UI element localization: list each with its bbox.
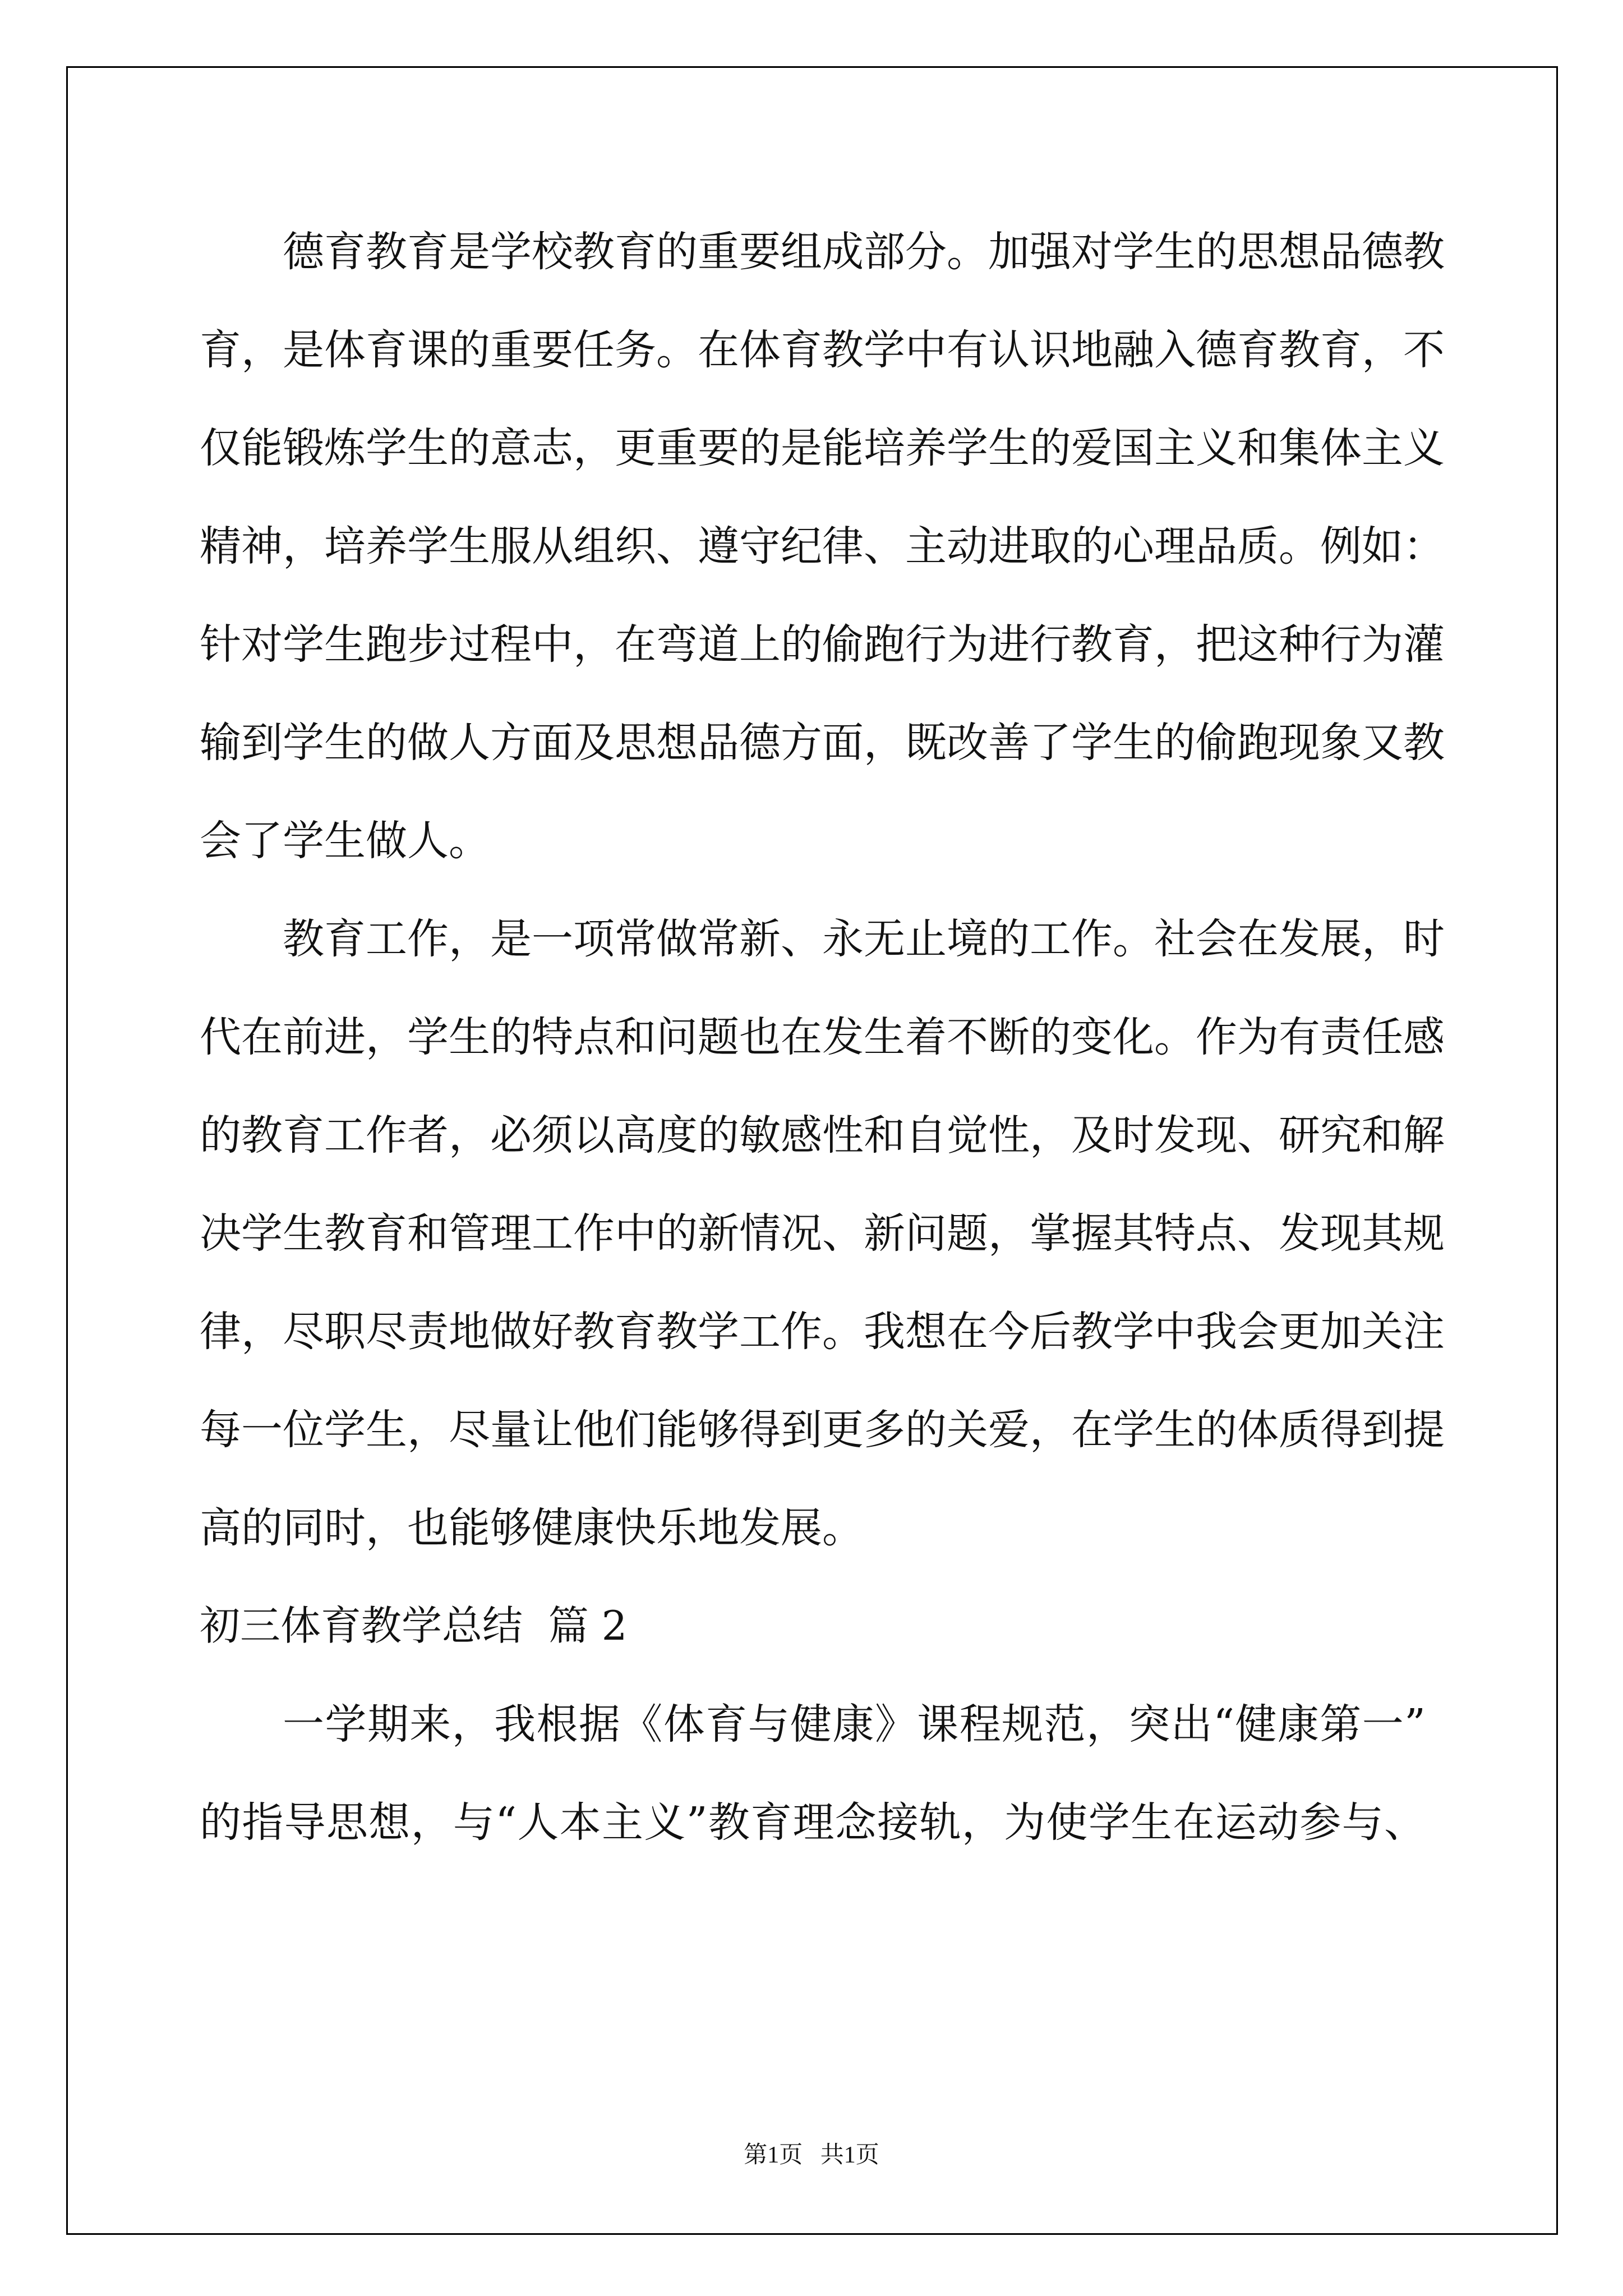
paragraph-1-line-2: 育，是体育课的重要任务。在体育教学中有认识地融入德育教育，不 <box>200 326 1445 374</box>
paragraph-1-line-4: 精神，培养学生服从组织、遵守纪律、主动进取的心理品质。例如： <box>200 522 1445 570</box>
section-heading: 初三体育教学总结 篇 2 <box>200 1602 628 1649</box>
paragraph-3-line-2: 的指导思想，与“人本主义”教育理念接轨，为使学生在运动参与、 <box>200 1798 1426 1847</box>
paragraph-2-line-5: 律，尽职尽责地做好教育教学工作。我想在今后教学中我会更加关注 <box>200 1308 1445 1356</box>
paragraph-2-line-3: 的教育工作者，必须以高度的敏感性和自觉性，及时发现、研究和解 <box>200 1111 1445 1159</box>
paragraph-1-line-5: 针对学生跑步过程中，在弯道上的偷跑行为进行教育，把这种行为灌 <box>200 620 1445 669</box>
page-footer: 第1页 共1页 <box>744 2142 879 2168</box>
paragraph-2-line-6: 每一位学生，尽量让他们能够得到更多的关爱，在学生的体质得到提 <box>200 1406 1445 1454</box>
paragraph-1-line-7: 会了学生做人。 <box>200 817 490 865</box>
paragraph-1-line-6: 输到学生的做人方面及思想品德方面，既改善了学生的偷跑现象又教 <box>200 719 1445 767</box>
paragraph-2-line-1: 教育工作，是一项常做常新、永无止境的工作。社会在发展，时 <box>283 915 1445 963</box>
paragraph-2-line-2: 代在前进，学生的特点和问题也在发生着不断的变化。作为有责任感 <box>200 1013 1445 1061</box>
paragraph-2-line-7: 高的同时，也能够健康快乐地发展。 <box>200 1504 864 1552</box>
paragraph-1-line-1: 德育教育是学校教育的重要组成部分。加强对学生的思想品德教 <box>283 228 1445 276</box>
paragraph-1-line-3: 仅能锻炼学生的意志，更重要的是能培养学生的爱国主义和集体主义 <box>200 424 1445 472</box>
paragraph-2-line-4: 决学生教育和管理工作中的新情况、新问题，掌握其特点、发现其规 <box>200 1209 1445 1258</box>
paragraph-3-line-1: 一学期来，我根据《体育与健康》课程规范，突出“健康第一” <box>283 1700 1426 1749</box>
